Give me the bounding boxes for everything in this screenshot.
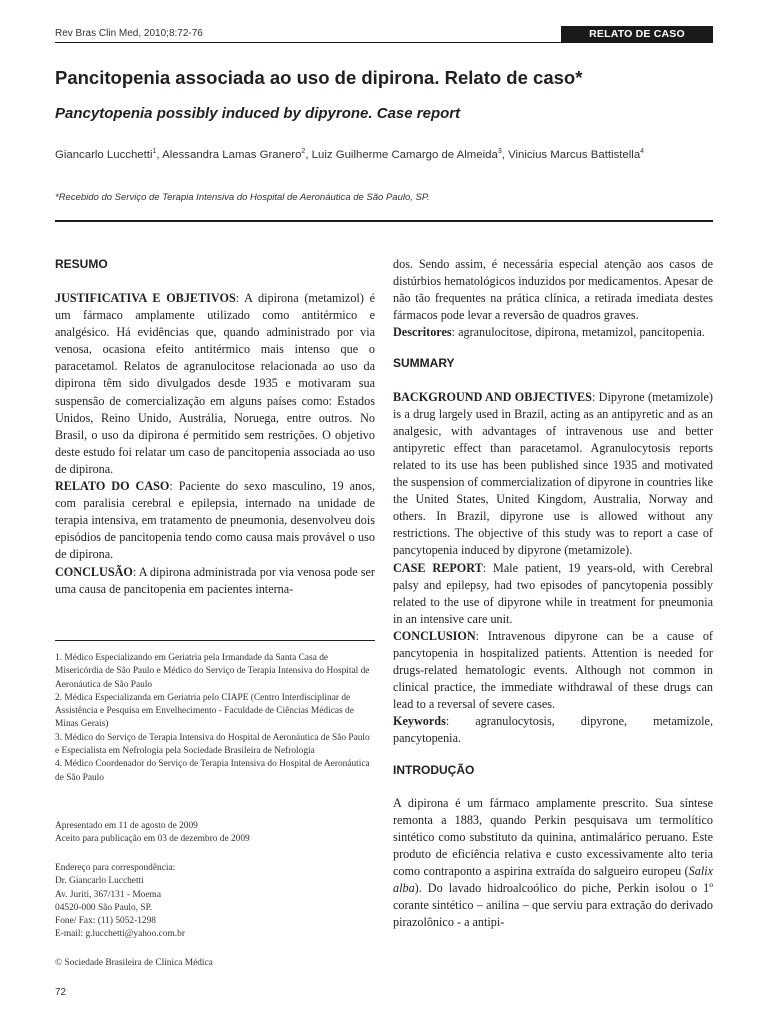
section-label: Keywords: [393, 714, 446, 729]
paragraph-text: A dipirona é um fármaco amplamente prescrito. Sua síntese remonta a 1883, quando Perkin pesquisava um termolítico sintético como substituto da quinina, antimalárico peruano. Este produto de eficiência relativa e custo excessivamente alto teria como contraponto a aspirina extraída do salgueiro europeu (: [393, 795, 713, 878]
resumo-relato: [55, 478, 375, 563]
section-label: CONCLUSÃO: [55, 564, 133, 579]
address-line: Fone/ Fax: (11) 5052-1298: [55, 916, 156, 927]
footnote: 3. Médico do Serviço de Terapia Intensiva do Hospital de Aeronáutica de São Paulo e Especialista em Nefrologia pela Sociedade Brasileira de Nefrologia: [55, 732, 370, 757]
article-subtitle: Pancytopenia possibly induced by dipyrone. Case report: [55, 105, 461, 122]
resumo-conclusao: [55, 564, 375, 598]
author-separator: ,: [501, 148, 509, 161]
header-rule: [55, 42, 713, 43]
footnote: 2. Médica Especializanda em Geriatria pelo CIAPE (Centro Interdisciplinar de Assistência e Pesquisa em Envelhecimento - Faculdade de Ciências Médicas de Minas Gerais): [55, 692, 354, 730]
author-list: [55, 142, 715, 165]
author-name: Alessandra Lamas Granero: [162, 148, 302, 161]
submission-dates: [55, 820, 375, 847]
paragraph-text: : Dipyrone (metamizole) is a drug largely used in Brazil, acting as an antipyretic and as an analgesic, with advantages of intravenous use and better antipyretic effect than paracetamol. Agranulocytosis reports related to its use has been published since 1935 and motivated the suspension of commercialization of dipyrone in countries like the United States, United Kingdom, Australia, Norway and others. In Brazil, dipyrone use is allowed without any restrictions. The objective of this study was to report a case of pancytopenia induced by dipyrone (metamizole).: [393, 389, 713, 558]
resumo-justificativa: [55, 290, 375, 478]
address-line: 04520-000 São Paulo, SP.: [55, 902, 153, 913]
journal-citation: Rev Bras Clin Med, 2010;8:72-76: [55, 28, 203, 39]
correspondence-address: [55, 862, 375, 942]
summary-keywords: [393, 713, 713, 747]
footnote: 4. Médico Coordenador do Serviço de Terapia Intensiva do Hospital de Aeronáutica de São Paulo: [55, 759, 370, 783]
title-block-rule: [55, 220, 713, 222]
intro-paragraph: [393, 795, 713, 932]
address-line: Av. Juriti, 367/131 - Moema: [55, 889, 161, 900]
paragraph-text: : Male patient, 19 years-old, with Cerebral palsy and epilepsy, had two episodes of pancytopenia possibly related to the use of dipyrone while in treatment for pneumonia in an intensive care unit.: [393, 560, 713, 626]
resumo-descritores: [393, 324, 713, 341]
paragraph-text: : A dipirona (metamizol) é um fármaco amplamente utilizado como antitérmico e analgésico. Há evidências que, quando administrado por via venosa, ocasiona efeito antitérmico mais intenso que o paracetamol. Relatos de agranulocitose relacionada ao uso da dipirona têm sido divulgados desde 1935 e motivaram sua suspensão de comercialização em alguns países como: Estados Unidos, Reino Unido, Austrália, Noruega, entre outros. No Brasil, o uso da dipirona é permitido sem restrições. O objetivo deste estudo foi relatar um caso de pancitopenia associada ao uso de dipirona.: [55, 291, 375, 476]
author-separator: ,: [305, 148, 312, 161]
spacer: [393, 748, 713, 762]
paragraph-text: : Paciente do sexo masculino, 19 anos, com paralisia cerebral e epilepsia, internado na unidade de terapia intensiva, em tratamento de pneumonia, desenvolveu dois episódios de pancitopenia tendo como causa mais provável o uso de dipirona.: [55, 479, 375, 562]
received-note: *Recebido do Serviço de Terapia Intensiva do Hospital de Aeronáutica de São Paulo, SP.: [55, 192, 430, 203]
paragraph-text: : A dipirona administrada por via venosa pode ser uma causa de pancitopenia em pacientes interna-: [55, 564, 375, 596]
summary-background: [393, 389, 713, 560]
introducao-heading: INTRODUÇÃO: [393, 762, 475, 777]
summary-conclusion: [393, 628, 713, 713]
resumo-heading: RESUMO: [55, 257, 108, 271]
author-separator: ,: [156, 148, 163, 161]
footnote: 1. Médico Especializando em Geriatria pela Irmandade da Santa Casa de Misericórdia de São Paulo e Médico do Serviço de Terapia Intensiva do Hospital de Aeronáutica de São Paulo: [55, 653, 370, 690]
date-line: Aceito para publicação em 03 de dezembro de 2009: [55, 834, 250, 845]
species-name: Salix alba: [393, 864, 713, 896]
left-column: [55, 290, 375, 598]
spacer: [393, 779, 713, 795]
paragraph-text: : agranulocytosis, dipyrone, metamizole, pancytopenia.: [393, 714, 713, 746]
email-line[interactable]: E-mail: g.lucchetti@yahoo.com.br: [55, 929, 185, 940]
paragraph-text: : Intravenous dipyrone can be a cause of pancytopenia in hospitalized patients. Attention is needed for drugs-related hematologic events. Although not common in clinical practice, the immediate withdrawal of these drugs can lead to a reversal of severe cases.: [393, 628, 713, 712]
author-name: Vinicius Marcus Battistella: [508, 148, 641, 161]
footnote-rule: [55, 640, 375, 641]
article-type-badge: RELATO DE CASO: [561, 26, 713, 42]
page-number: 72: [55, 987, 67, 998]
summary-heading: SUMMARY: [393, 356, 455, 371]
article-title: Pancitopenia associada ao uso de dipirona. Relato de caso*: [55, 67, 583, 88]
author-affiliation-mark: 1: [152, 148, 157, 155]
resumo-continuation: dos. Sendo assim, é necessária especial atenção aos casos de distúrbios hematológicos induzidos por medicamentos. Apesar de não tão frequentes na prática clínica, a retirada imediata destes fármacos pode levar a reversão de quadros graves.: [393, 257, 713, 323]
section-label: BACKGROUND AND OBJECTIVES: [393, 389, 592, 404]
spacer: [393, 373, 713, 389]
summary-case: [393, 560, 713, 628]
date-line: Apresentado em 11 de agosto de 2009: [55, 821, 198, 831]
right-column: [393, 256, 713, 931]
author-name: Luiz Guilherme Camargo de Almeida: [311, 148, 498, 161]
section-label: RELATO DO CASO: [55, 479, 170, 494]
paragraph-text: : agranulocitose, dipirona, metamizol, pancitopenia.: [451, 325, 705, 340]
paragraph-text: ). Do lavado hidroalcoólico do piche, Perkin isolou o 1º corante sintético – anilina – que serviu para extração do derivado pirazolônico - a antipi-: [393, 881, 713, 930]
author-affiliation-mark: 3: [497, 148, 502, 155]
section-label: JUSTIFICATIVA E OBJETIVOS: [55, 291, 236, 305]
author-name: Giancarlo Lucchetti: [55, 148, 153, 161]
address-line: Endereço para correspondência:: [55, 863, 176, 873]
author-affiliation-mark: 2: [301, 148, 306, 155]
copyright-notice: © Sociedade Brasileira de Clínica Médica: [55, 958, 213, 968]
address-line: Dr. Giancarlo Lucchetti: [55, 876, 144, 887]
section-label: CONCLUSION: [393, 628, 476, 643]
author-affiliation-mark: 4: [640, 148, 645, 155]
section-label: Descritores: [393, 325, 452, 340]
spacer: [393, 341, 713, 355]
section-label: CASE REPORT: [393, 560, 483, 575]
affiliation-footnotes: [55, 652, 375, 785]
